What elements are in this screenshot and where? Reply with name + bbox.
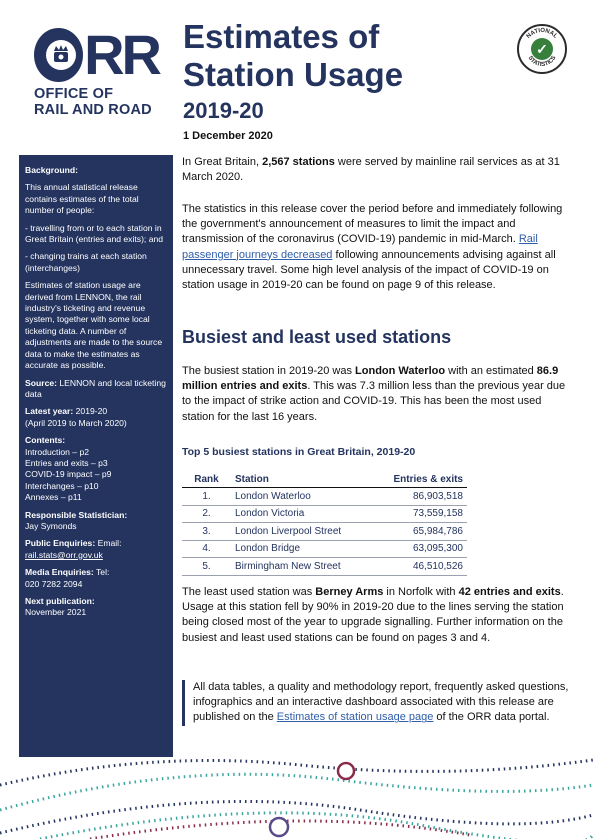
latest-year-label: Latest year: [25, 406, 74, 417]
cell-station: London Bridge [231, 540, 373, 558]
header-entries-exits: Entries & exits [373, 471, 467, 488]
header-rank: Rank [182, 471, 231, 488]
latest-year-info [25, 406, 167, 429]
public-enquiries-label: Public Enquiries: [25, 538, 96, 549]
busiest-paragraph [182, 364, 574, 425]
media-enquiries [25, 567, 167, 590]
table-row [182, 505, 467, 523]
background-paragraph-4: Estimates of station usage are derived from LENNON, the rail industry's ticketing and revenue system, together with some local ticketing data. A number of adjustments are made to the source data to make the estimates as accurate as possible. [25, 280, 163, 371]
sidebar-panel [19, 155, 173, 757]
logo-mark [34, 23, 159, 86]
media-enquiries-value: Tel: [93, 567, 110, 578]
release-year: 2019-20 [183, 98, 264, 123]
badge-ring-icon [517, 24, 567, 74]
least-text-a: The least used station was [182, 586, 316, 598]
table-row [182, 558, 467, 576]
logo-text-line1: OFFICE OF [34, 86, 114, 102]
station-usage-page-link[interactable]: Estimates of station usage page [276, 711, 434, 724]
publication-date: 1 December 2020 [183, 130, 273, 142]
contents-item-interchanges[interactable]: Interchanges – p10 [25, 480, 99, 491]
station-marker-icon-2 [270, 818, 288, 836]
contents-list [25, 435, 167, 503]
cell-rank: 5. [182, 558, 231, 576]
busiest-text-a: The busiest station in 2019-20 was [182, 365, 356, 377]
callout-text-a: All data tables, a quality and methodology report, frequently asked questions, infographics and an interactive dashboard associated with this release are published on the [193, 681, 569, 724]
cell-station: Birmingham New Street [231, 558, 373, 576]
badge-bottom-text: STATISTICS [526, 55, 558, 69]
least-text-e: . Usage at this station fell by 90% in 2019-20 due to the lines serving the station being closed most of the year to upgrade signalling. Further information on the busiest and least used stations can be found on pages 3 and 4. [182, 586, 564, 644]
cell-entries: 63,095,300 [373, 540, 467, 558]
table-header-row [182, 471, 467, 488]
latest-year-range: (April 2019 to March 2020) [25, 417, 127, 428]
header-station: Station [231, 471, 373, 488]
decorative-rail-lines [0, 755, 593, 839]
busiest-stations-table [182, 471, 467, 576]
contents-item-entries-exits[interactable]: Entries and exits – p3 [25, 457, 108, 468]
checkmark-icon: ✓ [531, 38, 553, 60]
badge-top-text: NATIONAL [525, 27, 559, 40]
cell-station: London Victoria [231, 505, 373, 523]
rail-line-navy-2 [0, 801, 593, 833]
least-used-paragraph [182, 585, 574, 646]
cell-rank: 2. [182, 505, 231, 523]
media-telephone: 020 7282 2094 [25, 578, 83, 589]
cell-rank: 4. [182, 540, 231, 558]
intro-paragraph-2 [182, 202, 574, 293]
source-value: LENNON and local ticketing data [25, 377, 166, 399]
source-info [25, 378, 167, 401]
cell-rank: 1. [182, 488, 231, 506]
least-station-name: Berney Arms [315, 586, 384, 598]
least-entries-exits: 42 entries and exits [458, 586, 561, 598]
table-row [182, 540, 467, 558]
cell-entries: 73,559,158 [373, 505, 467, 523]
contents-item-introduction[interactable]: Introduction – p2 [25, 446, 90, 457]
cell-entries: 65,984,786 [373, 523, 467, 541]
rail-line-navy [0, 760, 593, 785]
intro-p1-stations-count: 2,567 stations [262, 156, 335, 168]
media-enquiries-label: Media Enquiries: [25, 567, 94, 578]
background-paragraph-2: - travelling from or to each station in Great Britain (entries and exits); and [25, 222, 164, 245]
busiest-text-e: . This was 7.3 million less than the previous year due to the impact of strike action and COVID-19. This has been the most used station for the last 16 years. [182, 380, 566, 423]
intro-p2-text-a: The statistics in this release cover the period before and immediately following the government's announcement of measures to limit the impact and transmission of the coronavirus (COVID-19) pandemic in mid-March. [182, 203, 563, 246]
logo-text-line2: RAIL AND ROAD [34, 102, 152, 118]
intro-p1-text-a: In Great Britain, [182, 156, 263, 168]
title-line-2: Station Usage [183, 56, 404, 93]
orr-logo [34, 23, 159, 118]
next-publication [25, 596, 167, 619]
table-row [182, 523, 467, 541]
svg-text:STATISTICS [526, 55, 557, 68]
crown-icon [51, 43, 71, 65]
least-text-c: in Norfolk with [383, 586, 459, 598]
intro-paragraph-1 [182, 155, 574, 185]
contents-item-covid-impact[interactable]: COVID-19 impact – p9 [25, 469, 112, 480]
public-enquiries-value: Email: [95, 538, 122, 549]
cell-entries: 46,510,526 [373, 558, 467, 576]
contents-item-annexes[interactable]: Annexes – p11 [25, 492, 82, 503]
background-heading: Background: [25, 165, 78, 175]
section-heading: Busiest and least used stations [182, 327, 452, 347]
next-publication-heading: Next publication: [25, 596, 95, 606]
station-marker-icon [338, 763, 354, 779]
busiest-station-name: London Waterloo [355, 365, 446, 377]
cell-station: London Liverpool Street [231, 523, 373, 541]
table-title: Top 5 busiest stations in Great Britain, 2019-20 [182, 446, 416, 458]
data-portal-callout [182, 680, 574, 726]
background-paragraph-3: - changing trains at each station (interchanges) [25, 251, 147, 273]
passenger-journeys-link[interactable]: Rail passenger journeys decreased [182, 233, 538, 261]
background-paragraph-1: This annual statistical release contains estimates of the total number of people: [25, 182, 139, 216]
intro-p1-text-c: were served by mainline rail services as at 31 March 2020. [182, 156, 560, 184]
title-line-1: Estimates of [183, 18, 380, 55]
busiest-text-c: with an estimated [445, 365, 537, 377]
cell-station: London Waterloo [231, 488, 373, 506]
source-label: Source: [25, 377, 57, 388]
public-enquiries [25, 538, 167, 561]
intro-p2-text-b: following announcements advising against all unnecessary travel. Some high level analysis of the impact of COVID-19 on station usage in 2019-20 can be found on page 9 of this release. [182, 248, 556, 292]
table-row [182, 488, 467, 506]
page-title [183, 18, 403, 94]
cell-entries: 86,903,518 [373, 488, 467, 506]
statistician-name: Jay Symonds [25, 520, 77, 531]
statistician-info [25, 510, 167, 533]
national-statistics-badge [517, 24, 567, 74]
next-publication-date: November 2021 [25, 607, 87, 618]
rail-line-teal [0, 774, 593, 810]
public-email-link[interactable]: rail.stats@orr.gov.uk [25, 549, 103, 560]
latest-year-value: 2019-20 [73, 406, 108, 417]
cell-rank: 3. [182, 523, 231, 541]
contents-heading: Contents: [25, 435, 66, 446]
svg-text:NATIONAL [526, 28, 559, 40]
logo-o-ring [34, 28, 83, 82]
statistician-heading: Responsible Statistician: [25, 509, 128, 520]
callout-text-b: of the ORR data portal. [433, 711, 550, 724]
busiest-entries-exits: 86.9 million entries and exits [182, 365, 559, 393]
logo-letters-rr: RR [84, 23, 159, 86]
